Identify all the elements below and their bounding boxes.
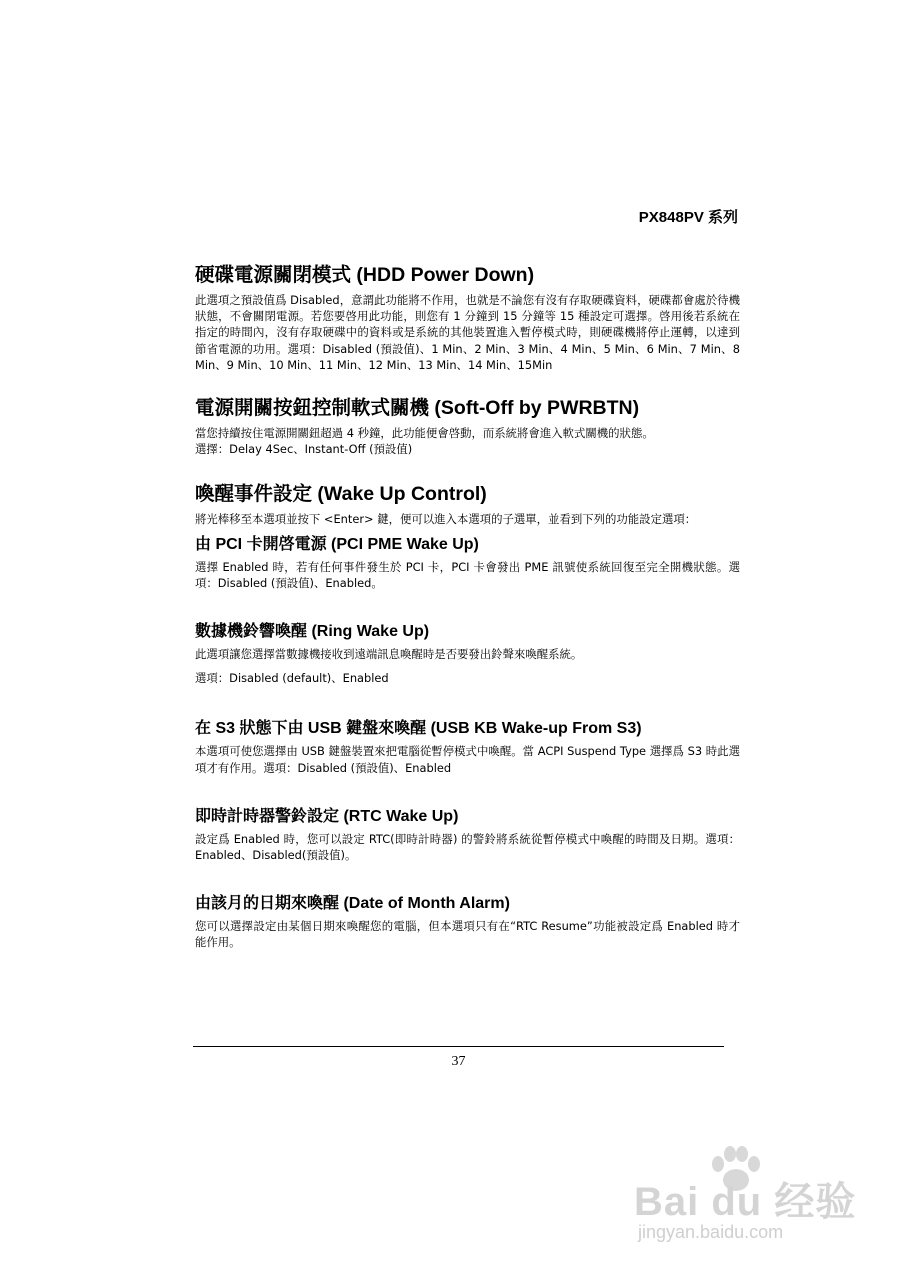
subsection-rtc-wake-up (195, 806, 740, 863)
section-body: 此選項之預設值爲 Disabled，意謂此功能將不作用，也就是不論您有沒有存取硬碟資料，硬碟都會處於待機狀態，不會關閉電源。若您要啓用此功能，則您有 1 分鐘到 15 分鐘等 15 種設定可選擇。啓用後若系統在指定的時間內，沒有存取硬碟中的資料或是系統的其他裝置進入暫停模式時，則硬碟機將停止運轉，以達到節省電源的功用。選項：Disabled (預設值)、1 Min、2 Min、3 Min、4 Min、5 Min、6 Min、7 Min、8 Min、9 Min、10 Min、11 Min、12 Min、13 Min、14 Min、15Min (195, 293, 740, 372)
watermark-brand: Bai du 经验 (634, 1180, 857, 1224)
subsection-title: 由 PCI 卡開啓電源 (PCI PME Wake Up) (195, 535, 479, 553)
subsection-title: 在 S3 狀態下由 USB 鍵盤來喚醒 (USB KB Wake-up From S3) (195, 720, 642, 738)
subsection-body: 選擇 Enabled 時，若有任何事件發生於 PCI 卡，PCI 卡會發出 PME 訊號使系統回復至完全開機狀態。選項：Disabled (預設值)、Enabled。 (195, 559, 740, 590)
subsection-body: 您可以選擇設定由某個日期來喚醒您的電腦，但本選項只有在“RTC Resume”功能被設定爲 Enabled 時才能作用。 (195, 919, 740, 950)
section-hdd-power-down (195, 262, 740, 373)
subsection-body: 本選項可使您選擇由 USB 鍵盤裝置來把電腦從暫停模式中喚醒。當 ACPI Suspend Type 選擇爲 S3 時此選項才有作用。選項：Disabled (預設值)、Enabled (195, 744, 740, 775)
footer-divider (193, 1046, 724, 1047)
section-body: 當您持續按住電源開關鈕超過 4 秒鐘，此功能便會啓動，而系統將會進入軟式關機的狀態。 (195, 426, 654, 441)
section-title: 電源開關按鈕控制軟式關機 (Soft-Off by PWRBTN) (195, 397, 640, 420)
header-title: PX848PV 系列 (638, 209, 738, 226)
page-number: 37 (451, 1054, 466, 1069)
subsection-title: 即時計時器警鈴設定 (RTC Wake Up) (195, 807, 459, 825)
section-options: 選擇：Delay 4Sec、Instant-Off (預設值) (195, 442, 413, 457)
subsection-pci-pme-wake-up (195, 534, 740, 591)
subsection-options: 選項：Disabled (default)、Enabled (195, 671, 389, 686)
subsection-body: 此選項讓您選擇當數據機接收到遠端訊息喚醒時是否要發出鈴聲來喚醒系統。 (195, 647, 583, 662)
page-content (195, 262, 740, 951)
section-soft-off (195, 395, 740, 457)
watermark (634, 1150, 864, 1250)
subsection-ring-wake-up (195, 621, 740, 686)
subsection-title: 由該月的日期來喚醒 (Date of Month Alarm) (195, 895, 510, 913)
subsection-title: 數據機鈴響喚醒 (Ring Wake Up) (195, 623, 430, 641)
subsection-body: 設定爲 Enabled 時，您可以設定 RTC(即時計時器) 的警鈴將系統從暫停模式中喚醒的時間及日期。選項：Enabled、Disabled(預設值)。 (195, 831, 740, 863)
section-body: 將光棒移至本選項並按下 <Enter> 鍵，便可以進入本選項的子選單，並看到下列的功能設定選項： (195, 512, 697, 527)
subsection-usb-kb-wake-up (195, 718, 740, 775)
subsection-date-of-month-alarm (195, 893, 740, 950)
section-title: 硬碟電源關閉模式 (HDD Power Down) (195, 264, 535, 286)
section-title: 喚醒事件設定 (Wake Up Control) (195, 483, 487, 506)
section-wake-up-control (195, 481, 740, 527)
watermark-url: jingyan.baidu.com (638, 1222, 784, 1242)
